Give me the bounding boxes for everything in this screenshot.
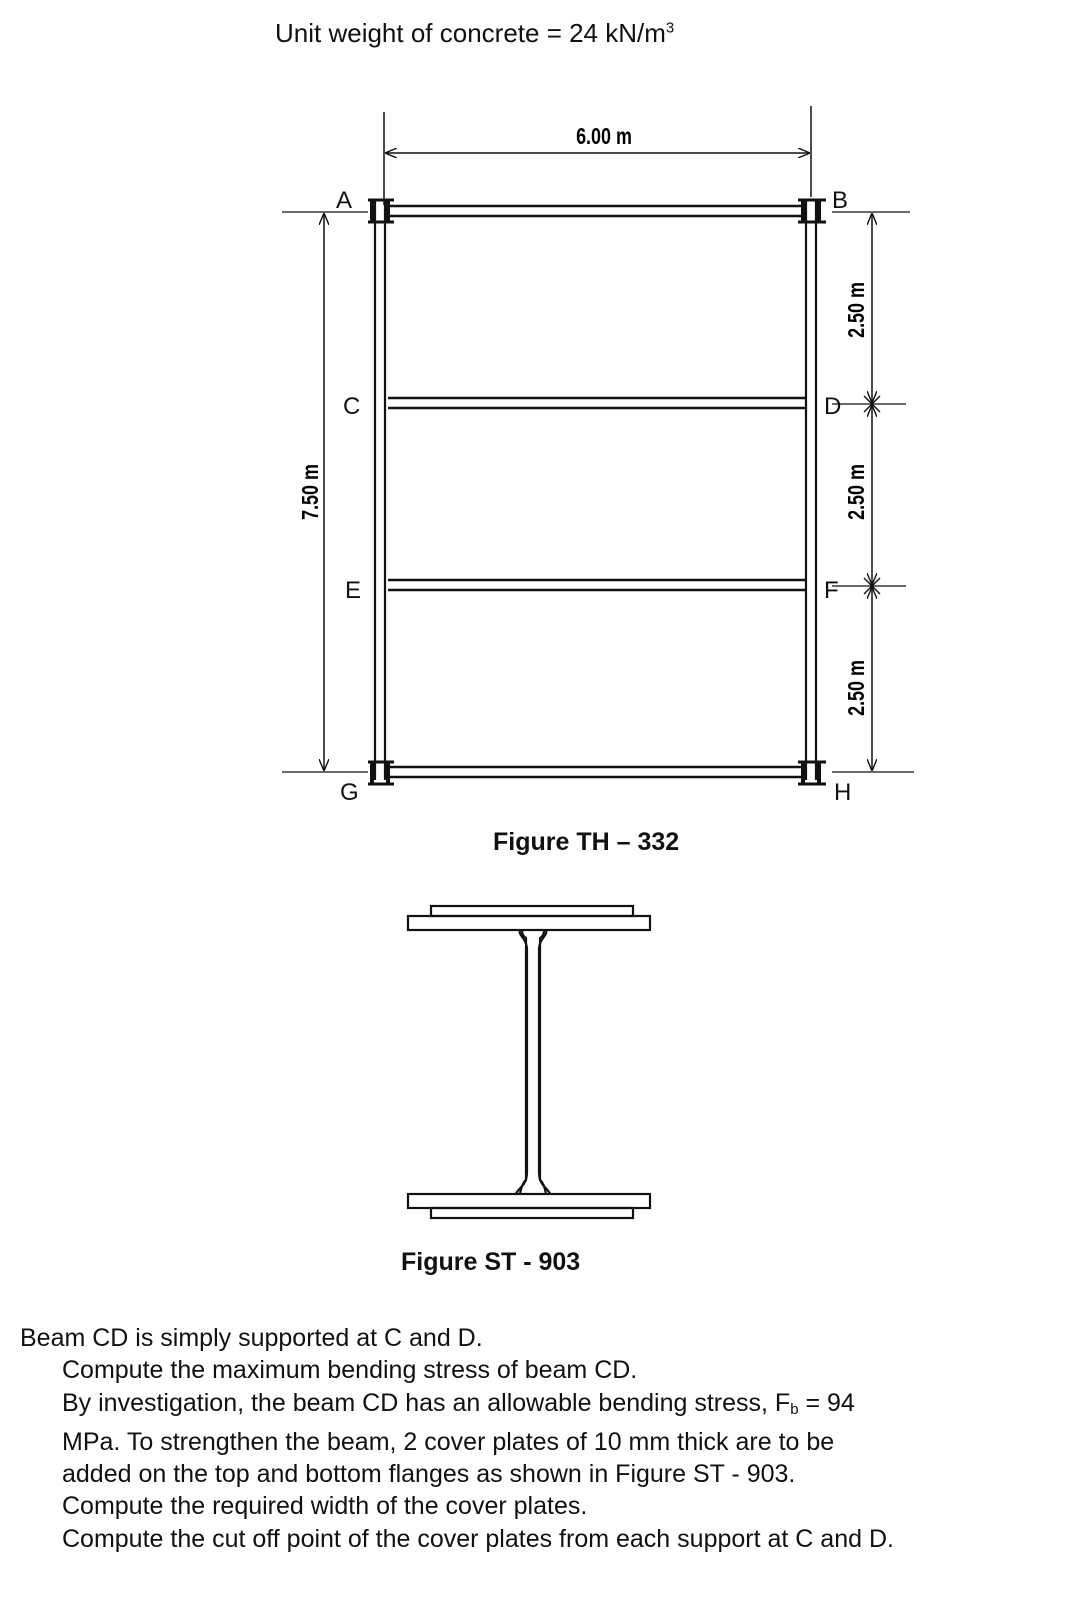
right-column	[798, 200, 826, 784]
problem-line-3	[20, 1387, 1060, 1426]
beam-gh	[388, 767, 805, 777]
problem-line-2: Compute the maximum bending stress of beam CD.	[62, 1356, 638, 1385]
problem-line-4: MPa. To strengthen the beam, 2 cover plates of 10 mm thick are to be	[62, 1427, 835, 1456]
problem-statement	[20, 1322, 1060, 1555]
unit-weight-exponent: 3	[665, 19, 675, 37]
node-label-a: A	[336, 187, 353, 214]
figure-th-332-caption: Figure TH – 332	[493, 828, 680, 856]
beam-cd	[388, 398, 805, 408]
height-label: 7.50 m	[297, 464, 324, 520]
node-label-b: B	[832, 187, 849, 214]
node-label-h: H	[834, 779, 852, 806]
problem-line-3-text: By investigation, the beam CD has an allowable bending stress, F	[62, 1388, 791, 1417]
node-labels	[336, 187, 851, 806]
problem-line-5: added on the top and bottom flanges as shown in Figure ST - 903.	[62, 1460, 796, 1489]
problem-line-3-value: = 94	[798, 1388, 855, 1417]
bottom-flange	[408, 1194, 650, 1208]
unit-weight-text: Unit weight of concrete = 24 kN/m	[275, 18, 666, 48]
node-label-f: F	[824, 577, 839, 604]
extension-lines	[282, 212, 914, 772]
fb-subscript: b	[790, 1400, 799, 1418]
segment-label-middle: 2.50 m	[843, 464, 870, 520]
top-flange	[408, 916, 650, 930]
bottom-cover-plate	[431, 1208, 633, 1218]
node-label-d: D	[824, 393, 842, 420]
web	[520, 930, 546, 1194]
problem-line-7: Compute the cut off point of the cover plates from each support at C and D.	[62, 1524, 894, 1553]
segment-label-bottom: 2.50 m	[843, 660, 870, 716]
problem-line-1: Beam CD is simply supported at C and D.	[20, 1324, 483, 1352]
span-label: 6.00 m	[576, 123, 632, 150]
node-label-e: E	[345, 577, 362, 604]
beam-ab	[388, 206, 805, 216]
left-column	[368, 200, 394, 784]
problem-line-6: Compute the required width of the cover plates.	[62, 1492, 588, 1521]
ibeam-section	[408, 906, 650, 1218]
height-dimension	[298, 214, 324, 770]
segment-label-top: 2.50 m	[843, 282, 870, 338]
beam-ef	[388, 580, 805, 590]
node-label-g: G	[340, 779, 359, 806]
span-dimension	[384, 106, 811, 205]
segment-dimensions	[844, 214, 880, 770]
top-cover-plate	[431, 906, 633, 916]
figure-st-903-caption: Figure ST - 903	[401, 1248, 581, 1276]
node-label-c: C	[343, 393, 361, 420]
